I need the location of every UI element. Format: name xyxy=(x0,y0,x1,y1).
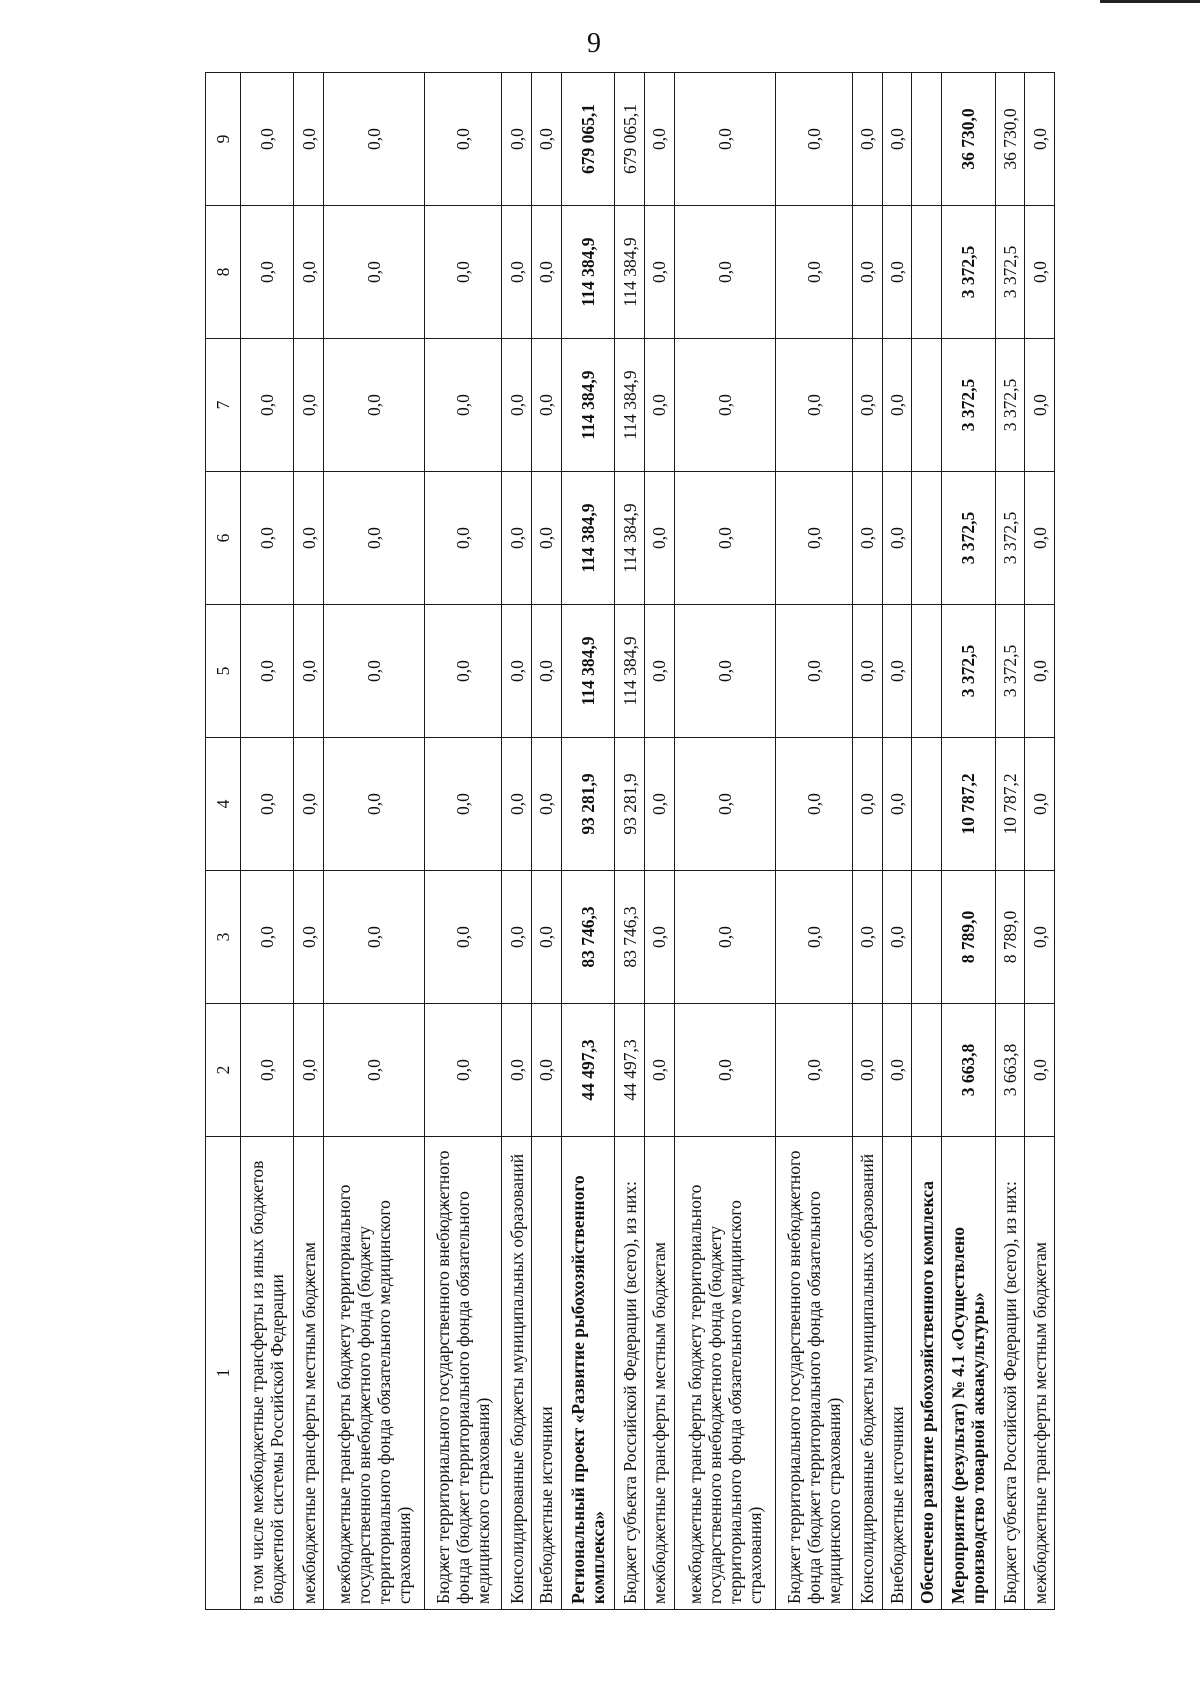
row-value: 0,0 xyxy=(502,73,532,206)
row-value: 3 372,5 xyxy=(995,339,1025,472)
row-value: 0,0 xyxy=(324,871,425,1004)
row-value: 679 065,1 xyxy=(561,73,614,206)
row-value: 0,0 xyxy=(882,1004,912,1137)
row-value: 0,0 xyxy=(425,472,502,605)
row-value: 0,0 xyxy=(882,871,912,1004)
row-value: 0,0 xyxy=(882,206,912,339)
row-value: 0,0 xyxy=(532,1004,562,1137)
row-value: 0,0 xyxy=(425,339,502,472)
row-value: 3 372,5 xyxy=(942,605,995,738)
table-row xyxy=(502,73,532,1610)
row-value: 0,0 xyxy=(1025,871,1055,1004)
row-label: Бюджет территориального государственного внебюджетного фонда (бюджет территориального фонда обязательного медицинского страхования) xyxy=(425,1137,502,1610)
row-value: 0,0 xyxy=(644,472,674,605)
row-value: 0,0 xyxy=(502,472,532,605)
table-row xyxy=(324,73,425,1610)
row-value: 0,0 xyxy=(502,871,532,1004)
row-value: 0,0 xyxy=(852,472,882,605)
row-value: 3 663,8 xyxy=(942,1004,995,1137)
row-value xyxy=(912,738,942,871)
table-row xyxy=(425,73,502,1610)
row-value: 114 384,9 xyxy=(615,339,645,472)
row-value xyxy=(912,871,942,1004)
row-value: 0,0 xyxy=(674,73,775,206)
row-value: 0,0 xyxy=(775,605,852,738)
row-label: Бюджет территориального государственного внебюджетного фонда (бюджет территориального фонда обязательного медицинского страхования) xyxy=(775,1137,852,1610)
row-value: 0,0 xyxy=(294,73,324,206)
budget-table xyxy=(205,72,1055,1610)
row-value: 0,0 xyxy=(882,605,912,738)
row-label: межбюджетные трансферты бюджету территориального государственного внебюджетного фонда (бюджету территориального фонда обязательного медицинского страхования) xyxy=(674,1137,775,1610)
row-value: 0,0 xyxy=(882,73,912,206)
row-value: 3 372,5 xyxy=(942,472,995,605)
row-value: 0,0 xyxy=(241,738,294,871)
row-value: 114 384,9 xyxy=(615,472,645,605)
column-header: 7 xyxy=(206,339,241,472)
row-value: 3 372,5 xyxy=(995,605,1025,738)
row-value: 3 372,5 xyxy=(942,206,995,339)
row-value: 0,0 xyxy=(882,738,912,871)
row-value: 0,0 xyxy=(852,73,882,206)
row-value: 0,0 xyxy=(674,738,775,871)
row-label: Мероприятие (результат) № 4.1 «Осуществлено производство товарной аквакультуры» xyxy=(942,1137,995,1610)
row-value: 0,0 xyxy=(241,605,294,738)
table-row xyxy=(1025,73,1055,1610)
row-value: 114 384,9 xyxy=(615,206,645,339)
row-value: 0,0 xyxy=(882,472,912,605)
row-value: 0,0 xyxy=(775,738,852,871)
row-value: 0,0 xyxy=(532,738,562,871)
row-value: 0,0 xyxy=(425,871,502,1004)
table-row xyxy=(241,73,294,1610)
row-value: 0,0 xyxy=(532,871,562,1004)
row-value xyxy=(912,472,942,605)
row-value: 0,0 xyxy=(324,1004,425,1137)
row-value: 83 746,3 xyxy=(561,871,614,1004)
row-value: 0,0 xyxy=(775,871,852,1004)
row-value: 8 789,0 xyxy=(942,871,995,1004)
row-value: 0,0 xyxy=(674,1004,775,1137)
row-value: 36 730,0 xyxy=(942,73,995,206)
row-value: 114 384,9 xyxy=(615,605,645,738)
table-row xyxy=(995,73,1025,1610)
row-value: 3 372,5 xyxy=(995,472,1025,605)
row-value: 0,0 xyxy=(1025,738,1055,871)
row-value: 0,0 xyxy=(294,472,324,605)
row-value: 0,0 xyxy=(241,339,294,472)
row-value: 0,0 xyxy=(502,1004,532,1137)
row-value: 679 065,1 xyxy=(615,73,645,206)
row-value xyxy=(912,339,942,472)
row-value: 0,0 xyxy=(882,339,912,472)
table-row xyxy=(674,73,775,1610)
row-value: 0,0 xyxy=(674,871,775,1004)
row-value: 0,0 xyxy=(294,1004,324,1137)
table-row xyxy=(775,73,852,1610)
row-value xyxy=(912,73,942,206)
row-label: межбюджетные трансферты бюджету территориального государственного внебюджетного фонда (бюджету территориального фонда обязательного медицинского страхования) xyxy=(324,1137,425,1610)
row-value: 44 497,3 xyxy=(615,1004,645,1137)
row-value: 0,0 xyxy=(644,206,674,339)
column-header: 5 xyxy=(206,605,241,738)
row-value: 0,0 xyxy=(294,738,324,871)
row-value: 10 787,2 xyxy=(995,738,1025,871)
row-value: 0,0 xyxy=(324,472,425,605)
row-value: 0,0 xyxy=(502,738,532,871)
row-value: 0,0 xyxy=(425,206,502,339)
row-value: 0,0 xyxy=(502,339,532,472)
row-label: Бюджет субъекта Российской Федерации (всего), из них: xyxy=(995,1137,1025,1610)
row-value: 0,0 xyxy=(775,339,852,472)
row-value: 10 787,2 xyxy=(942,738,995,871)
row-value: 0,0 xyxy=(644,339,674,472)
row-value: 114 384,9 xyxy=(561,206,614,339)
row-value: 114 384,9 xyxy=(561,339,614,472)
row-value: 0,0 xyxy=(775,206,852,339)
table-row xyxy=(561,73,614,1610)
table-row xyxy=(615,73,645,1610)
corner-mark xyxy=(1100,0,1200,3)
column-header: 9 xyxy=(206,73,241,206)
row-value: 0,0 xyxy=(324,339,425,472)
row-value: 0,0 xyxy=(324,605,425,738)
column-header: 8 xyxy=(206,206,241,339)
row-value: 0,0 xyxy=(241,871,294,1004)
row-value: 36 730,0 xyxy=(995,73,1025,206)
row-label: Обеспечено развитие рыбохозяйственного комплекса xyxy=(912,1137,942,1610)
row-label: межбюджетные трансферты местным бюджетам xyxy=(294,1137,324,1610)
row-value: 0,0 xyxy=(1025,206,1055,339)
row-value: 0,0 xyxy=(775,1004,852,1137)
row-value: 0,0 xyxy=(502,206,532,339)
row-value: 0,0 xyxy=(532,472,562,605)
row-value: 3 372,5 xyxy=(995,206,1025,339)
row-value: 0,0 xyxy=(425,1004,502,1137)
row-value: 0,0 xyxy=(532,339,562,472)
column-header: 2 xyxy=(206,1004,241,1137)
row-value: 0,0 xyxy=(241,1004,294,1137)
row-value: 0,0 xyxy=(775,73,852,206)
row-value: 44 497,3 xyxy=(561,1004,614,1137)
row-label: Консолидированные бюджеты муниципальных образований xyxy=(502,1137,532,1610)
row-value: 0,0 xyxy=(1025,73,1055,206)
row-label: Региональный проект «Развитие рыбохозяйственного комплекса» xyxy=(561,1137,614,1610)
row-label: Внебюджетные источники xyxy=(532,1137,562,1610)
row-value: 114 384,9 xyxy=(561,472,614,605)
row-value: 0,0 xyxy=(852,738,882,871)
row-value xyxy=(912,605,942,738)
rotated-table-wrapper xyxy=(205,75,1055,1610)
row-value: 0,0 xyxy=(294,871,324,1004)
row-value: 0,0 xyxy=(674,605,775,738)
row-value: 0,0 xyxy=(324,738,425,871)
row-value: 114 384,9 xyxy=(561,605,614,738)
row-value: 83 746,3 xyxy=(615,871,645,1004)
row-value: 0,0 xyxy=(425,73,502,206)
row-value: 0,0 xyxy=(852,206,882,339)
row-value: 0,0 xyxy=(241,472,294,605)
row-value: 0,0 xyxy=(241,206,294,339)
row-value: 0,0 xyxy=(674,206,775,339)
row-label: межбюджетные трансферты местным бюджетам xyxy=(1025,1137,1055,1610)
row-value: 0,0 xyxy=(532,605,562,738)
row-label: в том числе межбюджетные трансферты из иных бюджетов бюджетной системы Российской Федерации xyxy=(241,1137,294,1610)
row-value: 0,0 xyxy=(644,1004,674,1137)
row-value: 0,0 xyxy=(852,339,882,472)
row-value xyxy=(912,206,942,339)
page-number: 9 xyxy=(587,28,601,59)
row-value: 0,0 xyxy=(852,605,882,738)
row-value: 0,0 xyxy=(532,73,562,206)
table-row xyxy=(294,73,324,1610)
table-body xyxy=(241,73,1055,1610)
row-label: Внебюджетные источники xyxy=(882,1137,912,1610)
row-value: 0,0 xyxy=(674,339,775,472)
column-header: 4 xyxy=(206,738,241,871)
row-value: 0,0 xyxy=(425,605,502,738)
row-value: 0,0 xyxy=(324,206,425,339)
row-value: 0,0 xyxy=(674,472,775,605)
row-value: 0,0 xyxy=(425,738,502,871)
row-value: 0,0 xyxy=(1025,472,1055,605)
row-value: 0,0 xyxy=(852,871,882,1004)
row-value: 93 281,9 xyxy=(561,738,614,871)
row-value: 3 663,8 xyxy=(995,1004,1025,1137)
table-row xyxy=(644,73,674,1610)
table-row xyxy=(942,73,995,1610)
row-value: 0,0 xyxy=(1025,1004,1055,1137)
row-value: 8 789,0 xyxy=(995,871,1025,1004)
row-value: 0,0 xyxy=(324,73,425,206)
row-value: 0,0 xyxy=(1025,339,1055,472)
row-value: 93 281,9 xyxy=(615,738,645,871)
table-header-row xyxy=(206,73,241,1610)
row-value: 0,0 xyxy=(294,605,324,738)
row-value: 0,0 xyxy=(644,73,674,206)
row-value: 0,0 xyxy=(644,738,674,871)
column-header: 6 xyxy=(206,472,241,605)
column-header: 1 xyxy=(206,1137,241,1610)
table-row xyxy=(532,73,562,1610)
row-value xyxy=(912,1004,942,1137)
row-value: 0,0 xyxy=(502,605,532,738)
row-value: 3 372,5 xyxy=(942,339,995,472)
row-value: 0,0 xyxy=(532,206,562,339)
row-value: 0,0 xyxy=(294,206,324,339)
row-value: 0,0 xyxy=(775,472,852,605)
row-label: межбюджетные трансферты местным бюджетам xyxy=(644,1137,674,1610)
row-label: Бюджет субъекта Российской Федерации (всего), из них: xyxy=(615,1137,645,1610)
row-value: 0,0 xyxy=(1025,605,1055,738)
row-value: 0,0 xyxy=(644,871,674,1004)
row-value: 0,0 xyxy=(644,605,674,738)
table-row xyxy=(882,73,912,1610)
row-value: 0,0 xyxy=(294,339,324,472)
row-value: 0,0 xyxy=(241,73,294,206)
column-header: 3 xyxy=(206,871,241,1004)
row-label: Консолидированные бюджеты муниципальных образований xyxy=(852,1137,882,1610)
table-row xyxy=(852,73,882,1610)
row-value: 0,0 xyxy=(852,1004,882,1137)
table-row xyxy=(912,73,942,1610)
